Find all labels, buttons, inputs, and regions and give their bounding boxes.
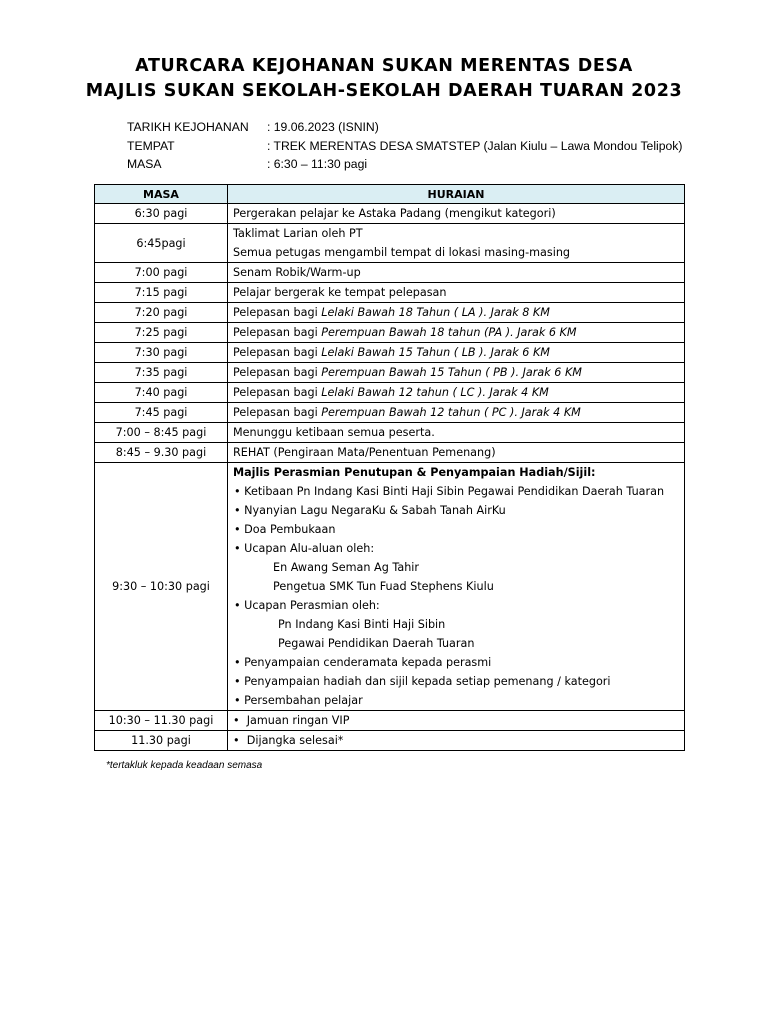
time-cell: 7:45 pagi bbox=[95, 403, 228, 423]
bullet-icon: • bbox=[234, 599, 241, 612]
footnote: *tertakluk kepada keadaan semasa bbox=[106, 760, 263, 771]
list-item: • Persembahan pelajar bbox=[234, 694, 363, 707]
list-item: • Ucapan Alu-aluan oleh: bbox=[234, 542, 375, 555]
bullet-icon: • bbox=[234, 694, 241, 707]
description-cell: REHAT (Pengiraan Mata/Penentuan Pemenang) bbox=[228, 443, 685, 463]
bullet-icon: • bbox=[233, 714, 240, 727]
table-row bbox=[95, 224, 685, 263]
info-value: : 19.06.2023 (ISNIN) bbox=[267, 120, 379, 134]
list-item: • Penyampaian hadiah dan sijil kepada setiap pemenang / kategori bbox=[234, 675, 611, 688]
time-cell: 7:25 pagi bbox=[95, 323, 228, 343]
info-label: TARIKH KEJOHANAN bbox=[127, 120, 249, 134]
category-text: Perempuan Bawah 12 tahun ( PC ). Jarak 4 KM bbox=[321, 406, 581, 419]
info-row-date bbox=[127, 118, 682, 137]
category-text: Perempuan Bawah 18 tahun (PA ). Jarak 6 KM bbox=[321, 326, 577, 339]
description-cell bbox=[228, 303, 685, 323]
description-cell: Menunggu ketibaan semua peserta. bbox=[228, 423, 685, 443]
description-cell bbox=[228, 224, 685, 263]
description-cell: • Jamuan ringan VIP bbox=[228, 711, 685, 731]
info-value: : TREK MERENTAS DESA SMATSTEP (Jalan Kiulu – Lawa Mondou Telipok) bbox=[267, 138, 683, 153]
description-cell bbox=[228, 343, 685, 363]
table-header-row bbox=[95, 185, 685, 204]
table-row bbox=[95, 423, 685, 443]
table-row bbox=[95, 731, 685, 751]
release-label: Pelepasan bagi bbox=[233, 386, 322, 399]
time-cell: 7:00 – 8:45 pagi bbox=[95, 423, 228, 443]
speaker-position: Pengetua SMK Tun Fuad Stephens Kiulu bbox=[273, 580, 494, 593]
time-cell: 6:30 pagi bbox=[95, 204, 228, 224]
bullet-icon: • bbox=[234, 504, 241, 517]
description-cell: Pelajar bergerak ke tempat pelepasan bbox=[228, 283, 685, 303]
speaker-position: Pegawai Pendidikan Daerah Tuaran bbox=[278, 637, 475, 650]
ceremony-description-cell bbox=[228, 463, 685, 711]
table-row bbox=[95, 263, 685, 283]
table-row bbox=[95, 363, 685, 383]
description-line: Taklimat Larian oleh PT bbox=[233, 227, 363, 240]
release-label: Pelepasan bagi bbox=[233, 306, 322, 319]
info-row-time bbox=[127, 155, 682, 174]
info-value: : 6:30 – 11:30 pagi bbox=[267, 157, 368, 171]
description-cell bbox=[228, 323, 685, 343]
list-item: • Nyanyian Lagu NegaraKu & Sabah Tanah AirKu bbox=[234, 504, 506, 517]
speaker-name: Pn Indang Kasi Binti Haji Sibin bbox=[278, 618, 446, 631]
table-row bbox=[95, 443, 685, 463]
time-cell: 7:00 pagi bbox=[95, 263, 228, 283]
category-text: Lelaki Bawah 15 Tahun ( LB ). Jarak 6 KM bbox=[321, 346, 550, 359]
time-cell: 6:45pagi bbox=[95, 224, 228, 263]
table-row bbox=[95, 383, 685, 403]
time-cell: 11.30 pagi bbox=[95, 731, 228, 751]
time-cell: 9:30 – 10:30 pagi bbox=[95, 463, 228, 711]
time-cell: 7:40 pagi bbox=[95, 383, 228, 403]
info-row-venue bbox=[127, 137, 682, 156]
column-header-time: MASA bbox=[95, 185, 228, 204]
release-label: Pelepasan bagi bbox=[233, 366, 322, 379]
info-label: TEMPAT bbox=[127, 138, 175, 153]
bullet-icon: • bbox=[234, 542, 241, 555]
list-item: • Penyampaian cenderamata kepada perasmi bbox=[234, 656, 492, 669]
list-item: • Doa Pembukaan bbox=[234, 523, 336, 536]
speaker-name: En Awang Seman Ag Tahir bbox=[273, 561, 419, 574]
bullet-icon: • bbox=[234, 675, 241, 688]
description-cell bbox=[228, 363, 685, 383]
release-label: Pelepasan bagi bbox=[233, 346, 322, 359]
release-label: Pelepasan bagi bbox=[233, 326, 322, 339]
list-item: • Ketibaan Pn Indang Kasi Binti Haji Sibin Pegawai Pendidikan Daerah Tuaran bbox=[234, 485, 665, 498]
description-cell: Pergerakan pelajar ke Astaka Padang (mengikut kategori) bbox=[228, 204, 685, 224]
description-cell: Senam Robik/Warm-up bbox=[228, 263, 685, 283]
description-line: Semua petugas mengambil tempat di lokasi masing-masing bbox=[233, 246, 571, 259]
document-title-line1: ATURCARA KEJOHANAN SUKAN MERENTAS DESA bbox=[135, 56, 633, 76]
time-cell: 8:45 – 9.30 pagi bbox=[95, 443, 228, 463]
bullet-icon: • bbox=[234, 485, 241, 498]
bullet-icon: • bbox=[233, 734, 240, 747]
table-row bbox=[95, 463, 685, 711]
time-cell: 7:15 pagi bbox=[95, 283, 228, 303]
list-item: • Ucapan Perasmian oleh: bbox=[234, 599, 380, 612]
event-info bbox=[127, 118, 682, 174]
table-row bbox=[95, 204, 685, 224]
description-cell: • Dijangka selesai* bbox=[228, 731, 685, 751]
table-row bbox=[95, 403, 685, 423]
time-cell: 10:30 – 11.30 pagi bbox=[95, 711, 228, 731]
release-label: Pelepasan bagi bbox=[233, 406, 322, 419]
table-row bbox=[95, 343, 685, 363]
category-text: Perempuan Bawah 15 Tahun ( PB ). Jarak 6 KM bbox=[321, 366, 582, 379]
category-text: Lelaki Bawah 18 Tahun ( LA ). Jarak 8 KM bbox=[321, 306, 550, 319]
info-label: MASA bbox=[127, 157, 162, 171]
table-row bbox=[95, 283, 685, 303]
time-cell: 7:35 pagi bbox=[95, 363, 228, 383]
time-cell: 7:30 pagi bbox=[95, 343, 228, 363]
schedule-table bbox=[94, 184, 685, 751]
time-cell: 7:20 pagi bbox=[95, 303, 228, 323]
table-row bbox=[95, 303, 685, 323]
ceremony-heading: Majlis Perasmian Penutupan & Penyampaian Hadiah/Sijil: bbox=[233, 466, 596, 479]
column-header-description: HURAIAN bbox=[228, 185, 685, 204]
table-row bbox=[95, 711, 685, 731]
bullet-icon: • bbox=[234, 523, 241, 536]
description-cell bbox=[228, 383, 685, 403]
document-title-line2: MAJLIS SUKAN SEKOLAH-SEKOLAH DAERAH TUARAN 2023 bbox=[85, 81, 683, 101]
description-cell bbox=[228, 403, 685, 423]
table-row bbox=[95, 323, 685, 343]
bullet-icon: • bbox=[234, 656, 241, 669]
category-text: Lelaki Bawah 12 tahun ( LC ). Jarak 4 KM bbox=[321, 386, 549, 399]
